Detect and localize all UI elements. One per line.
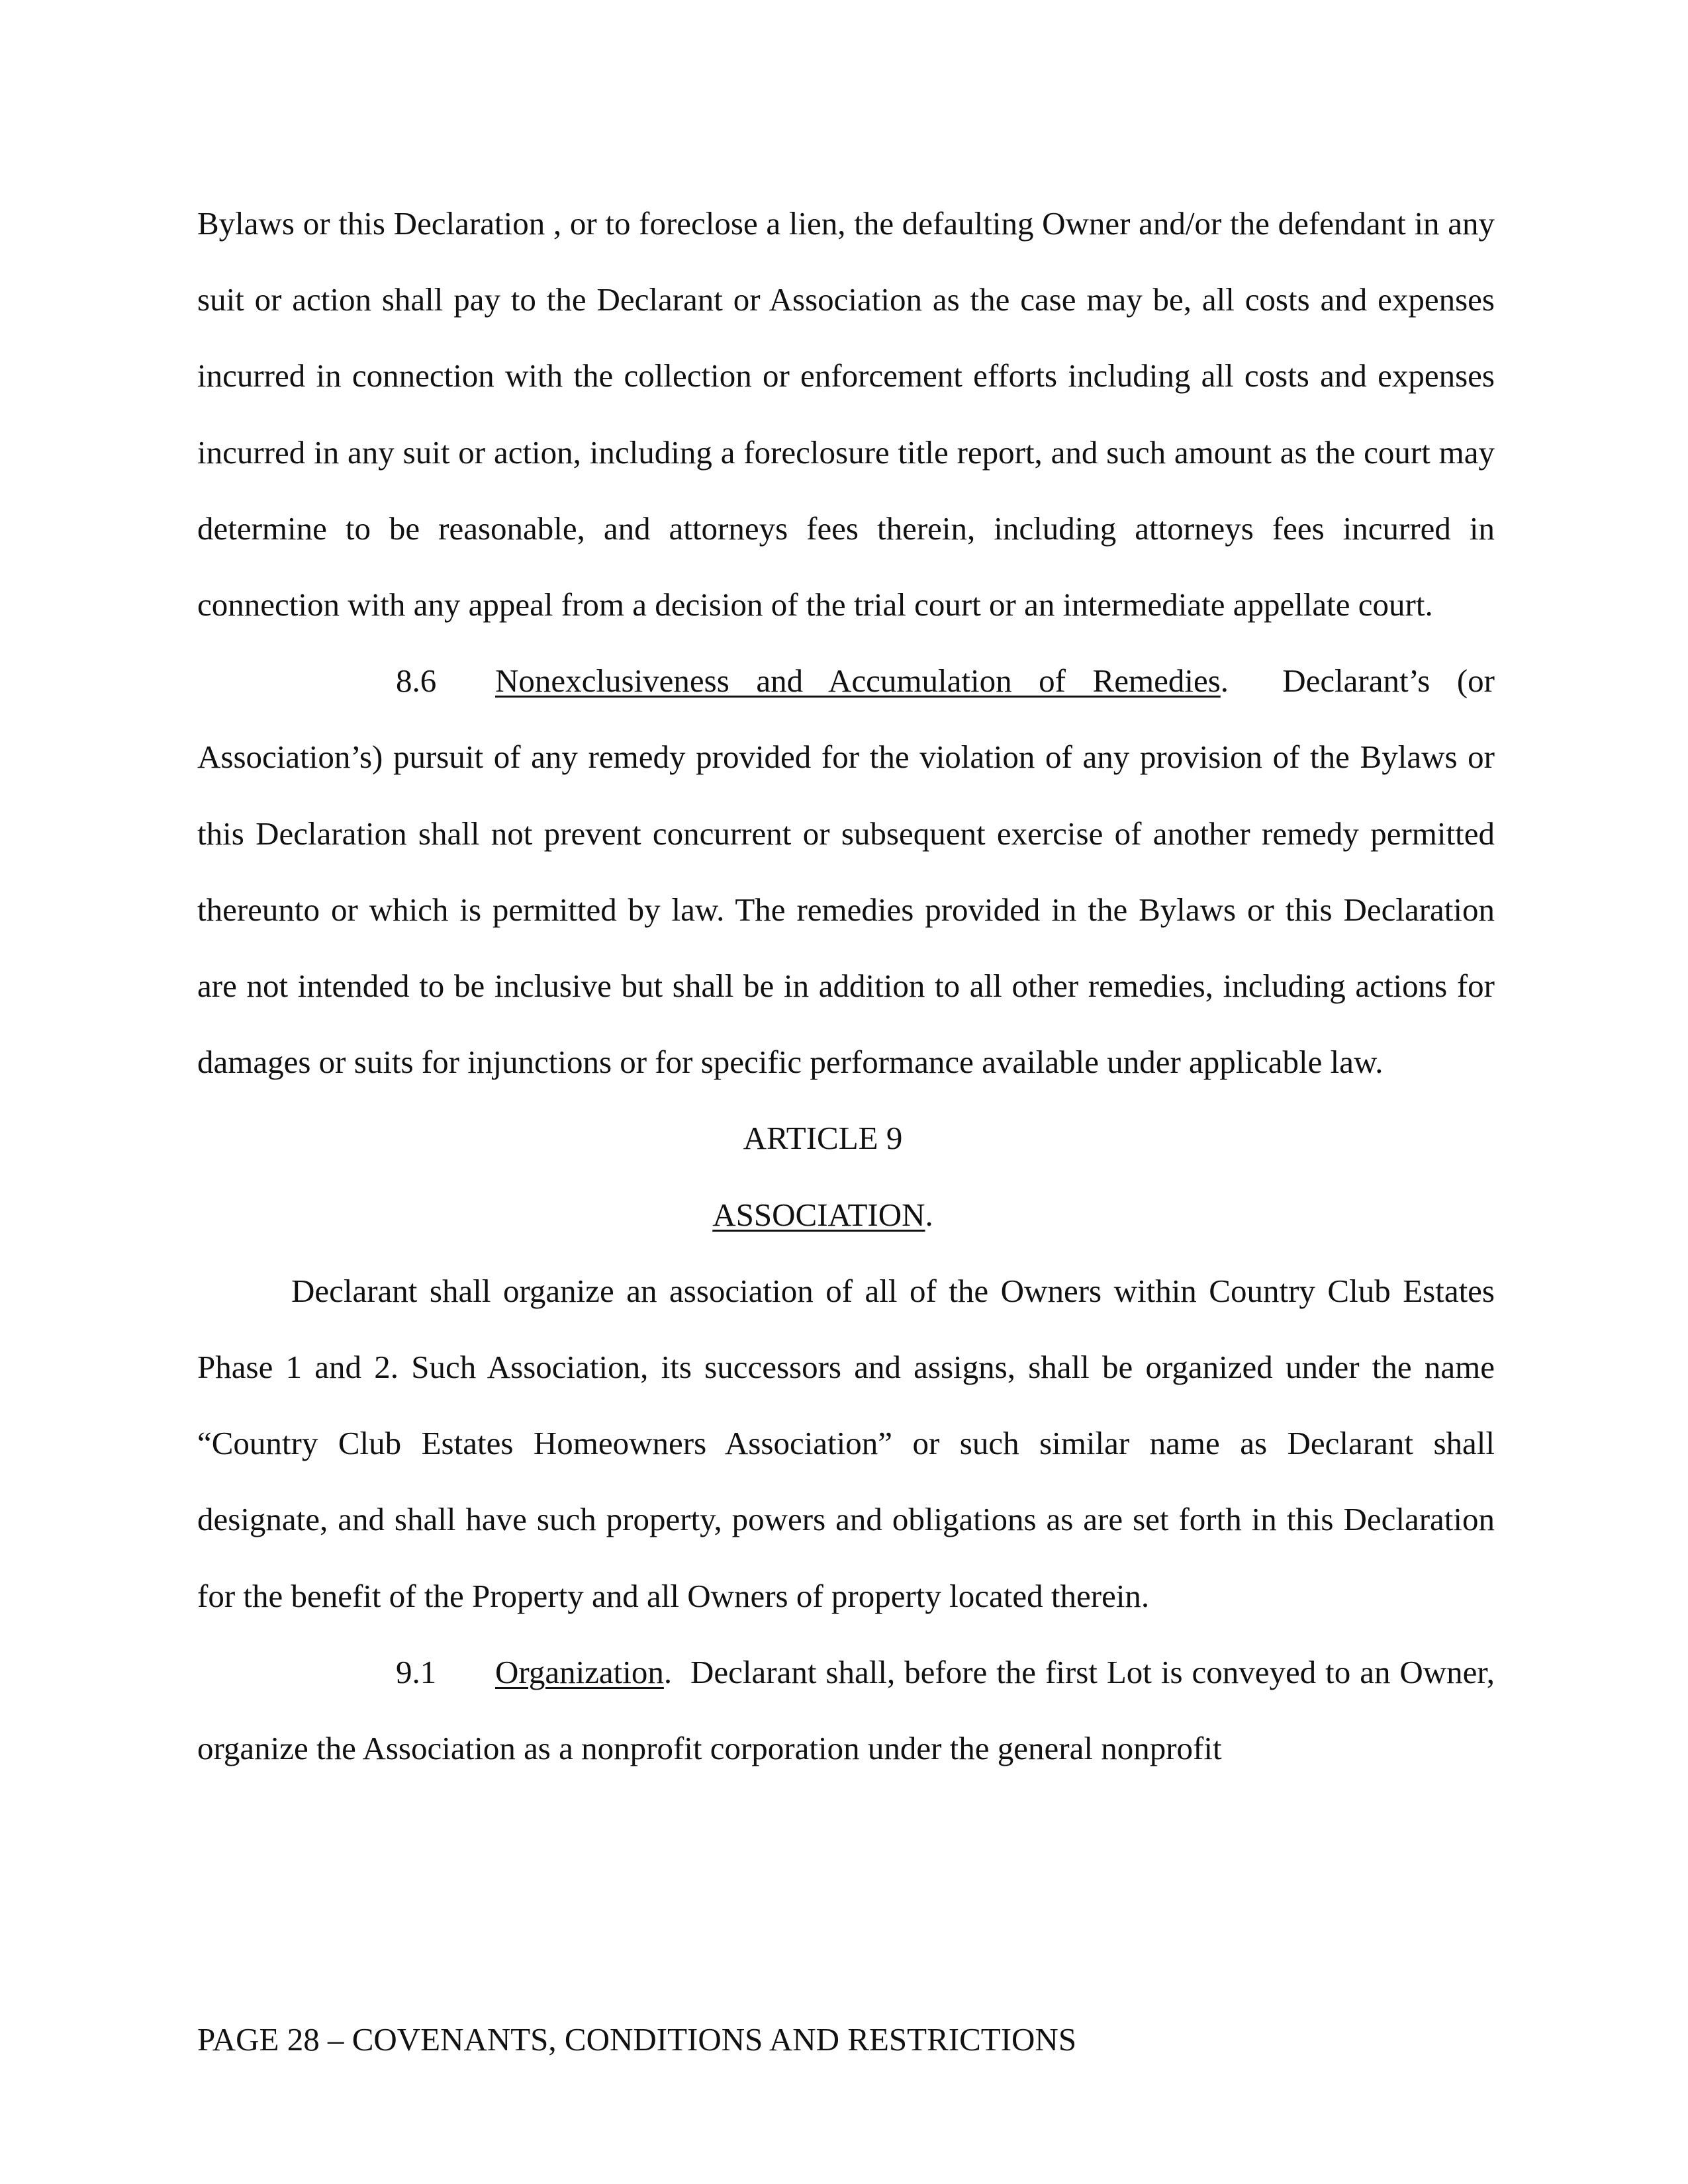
section-9-1-text: Declarant shall, before the first Lot is conveyed to an Owner, organize the Association as a nonprofit corporation under the general nonprofit	[197, 1653, 1495, 1767]
page-footer: PAGE 28 – COVENANTS, CONDITIONS AND RESTRICTIONS	[197, 2021, 1077, 2058]
section-9-1-paragraph	[197, 1634, 1495, 1786]
article-title-line	[197, 1177, 1495, 1253]
section-9-1-number: 9.1	[396, 1653, 437, 1690]
section-8-6-title-punct: .	[1220, 662, 1229, 700]
section-8-6-text: Declarant’s (or Association’s) pursuit of any remedy provided for the violation of any provision of the Bylaws or this Declaration shall not prevent concurrent or subsequent exercise of another remedy permitted thereunto or which is permitted by law. The remedies provided in the Bylaws or this Declaration are not intended to be inclusive but shall be in addition to all other remedies, including actions for damages or suits for injunctions or for specific performance available under applicable law.	[197, 662, 1495, 1081]
section-8-6-title: Nonexclusiveness and Accumulation of Remedies	[495, 662, 1221, 700]
article-label: ARTICLE 9	[743, 1120, 903, 1157]
section-8-6-paragraph	[197, 643, 1495, 1100]
section-9-1-title-punct: .	[663, 1653, 673, 1690]
section-8-6-number: 8.6	[396, 662, 437, 700]
article-title: ASSOCIATION	[712, 1196, 925, 1233]
section-9-1-title: Organization	[495, 1653, 664, 1690]
opening-paragraph: Bylaws or this Declaration , or to foreclose a lien, the defaulting Owner and/or the defendant in any suit or action shall pay to the Declarant or Association as the case may be, all costs and expenses incurred in connection with the collection or enforcement efforts including all costs and expenses incurred in any suit or action, including a foreclosure title report, and such amount as the court may determine to be reasonable, and attorneys fees therein, including attorneys fees incurred in connection with any appeal from a decision of the trial court or an intermediate appellate court.	[197, 205, 1495, 623]
article-label-line	[197, 1100, 1495, 1176]
article-intro-paragraph: Declarant shall organize an association of all of the Owners within Country Club Estates Phase 1 and 2. Such Association, its successors and assigns, shall be organized under the name “Country Club Estates Homeowners Association” or such similar name as Declarant shall designate, and shall have such property, powers and obligations as are set forth in this Declaration for the benefit of the Property and all Owners of property located therein.	[197, 1272, 1495, 1614]
article-title-wrap	[712, 1177, 933, 1253]
article-title-punct: .	[925, 1196, 933, 1233]
document-body	[197, 185, 1495, 1786]
